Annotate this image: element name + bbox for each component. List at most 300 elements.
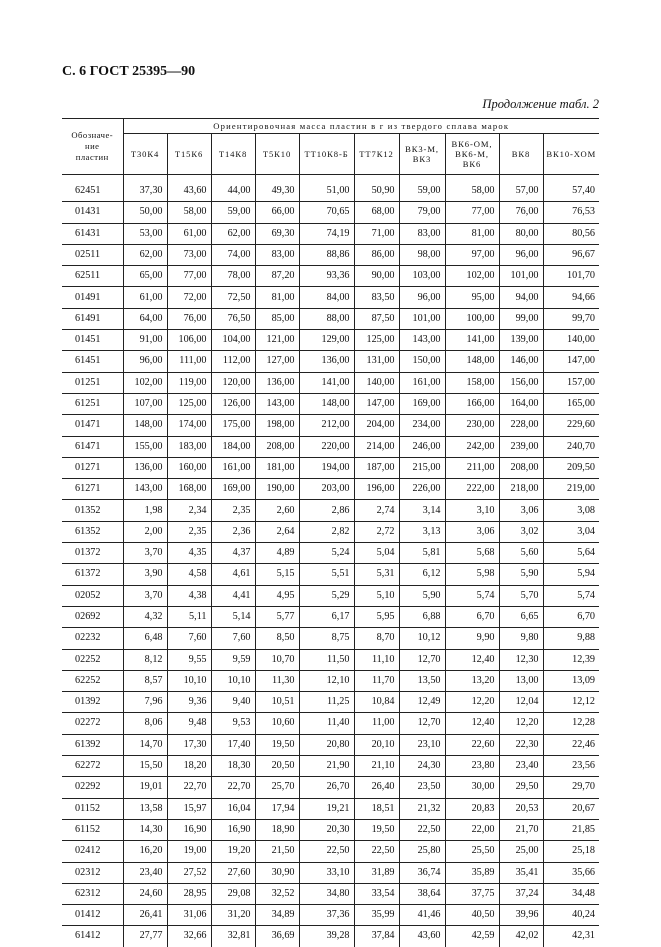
mass-value-cell: 196,00 [354,479,399,500]
mass-value-cell: 107,00 [123,393,167,414]
mass-value-cell: 88,00 [299,308,354,329]
mass-value-cell: 140,00 [354,372,399,393]
mass-value-cell: 16,20 [123,841,167,862]
mass-value-cell: 2,35 [211,500,255,521]
table-row [62,393,599,414]
mass-value-cell: 125,00 [167,393,211,414]
table-row [62,287,599,308]
mass-value-cell: 21,85 [543,819,599,840]
mass-value-cell: 83,50 [354,287,399,308]
mass-value-cell: 15,50 [123,756,167,777]
plate-designation-cell: 01431 [62,202,123,223]
mass-value-cell: 11,30 [255,670,299,691]
mass-value-cell: 22,50 [399,819,445,840]
mass-value-cell: 9,48 [167,713,211,734]
table-row [62,202,599,223]
mass-value-cell: 21,32 [399,798,445,819]
column-header: ВК10-ХОМ [543,134,599,175]
mass-value-cell: 50,00 [123,202,167,223]
mass-value-cell: 34,89 [255,905,299,926]
mass-value-cell: 59,00 [211,202,255,223]
mass-value-cell: 90,00 [354,266,399,287]
mass-value-cell: 65,00 [123,266,167,287]
table-row [62,457,599,478]
mass-value-cell: 21,90 [299,756,354,777]
plate-designation-cell: 61471 [62,436,123,457]
plate-designation-cell: 02692 [62,606,123,627]
table-row [62,883,599,904]
mass-value-cell: 19,01 [123,777,167,798]
mass-value-cell: 32,52 [255,883,299,904]
mass-value-cell: 49,30 [255,181,299,202]
mass-value-cell: 25,00 [499,841,543,862]
plate-designation-cell: 01412 [62,905,123,926]
mass-value-cell: 5,24 [299,543,354,564]
mass-value-cell: 222,00 [445,479,499,500]
mass-value-cell: 27,60 [211,862,255,883]
mass-value-cell: 5,90 [499,564,543,585]
mass-value-cell: 2,34 [167,500,211,521]
column-header: Т5К10 [255,134,299,175]
plate-designation-cell: 01251 [62,372,123,393]
mass-value-cell: 24,60 [123,883,167,904]
table-row [62,905,599,926]
mass-value-cell: 87,20 [255,266,299,287]
mass-value-cell: 6,65 [499,606,543,627]
mass-value-cell: 34,48 [543,883,599,904]
mass-value-cell: 5,60 [499,543,543,564]
mass-value-cell: 83,00 [399,223,445,244]
mass-value-cell: 6,88 [399,606,445,627]
mass-value-cell: 136,00 [299,351,354,372]
plate-designation-cell: 61491 [62,308,123,329]
plate-designation-cell: 01271 [62,457,123,478]
plate-designation-cell: 01352 [62,500,123,521]
table-row [62,713,599,734]
mass-value-cell: 242,00 [445,436,499,457]
mass-value-cell: 14,30 [123,819,167,840]
mass-value-cell: 64,00 [123,308,167,329]
mass-value-cell: 10,12 [399,628,445,649]
mass-value-cell: 12,70 [399,713,445,734]
mass-value-cell: 12,30 [499,649,543,670]
mass-value-cell: 184,00 [211,436,255,457]
mass-value-cell: 5,95 [354,606,399,627]
mass-value-cell: 101,00 [399,308,445,329]
mass-value-cell: 3,06 [445,521,499,542]
mass-value-cell: 70,65 [299,202,354,223]
mass-value-cell: 59,00 [399,181,445,202]
mass-value-cell: 5,11 [167,606,211,627]
mass-value-cell: 2,36 [211,521,255,542]
mass-value-cell: 17,40 [211,734,255,755]
mass-value-cell: 9,90 [445,628,499,649]
mass-value-cell: 10,10 [167,670,211,691]
plate-designation-cell: 02412 [62,841,123,862]
mass-value-cell: 81,00 [255,287,299,308]
mass-value-cell: 26,70 [299,777,354,798]
plate-designation-cell: 02511 [62,244,123,265]
plate-designation-cell: 62272 [62,756,123,777]
mass-value-cell: 13,20 [445,670,499,691]
mass-value-cell: 194,00 [299,457,354,478]
mass-value-cell: 158,00 [445,372,499,393]
table-continuation-label: Продолжение табл. 2 [482,97,599,111]
mass-value-cell: 38,64 [399,883,445,904]
mass-value-cell: 6,12 [399,564,445,585]
mass-value-cell: 5,70 [499,585,543,606]
mass-value-cell: 94,00 [499,287,543,308]
mass-value-cell: 4,58 [167,564,211,585]
mass-value-cell: 9,40 [211,692,255,713]
table-row [62,628,599,649]
mass-value-cell: 13,58 [123,798,167,819]
mass-value-cell: 50,90 [354,181,399,202]
mass-value-cell: 215,00 [399,457,445,478]
mass-value-cell: 12,49 [399,692,445,713]
mass-value-cell: 8,12 [123,649,167,670]
mass-value-cell: 36,69 [255,926,299,947]
mass-value-cell: 168,00 [167,479,211,500]
mass-value-cell: 43,60 [167,181,211,202]
mass-value-cell: 88,86 [299,244,354,265]
plate-designation-cell: 61392 [62,734,123,755]
mass-value-cell: 10,51 [255,692,299,713]
mass-value-cell: 26,41 [123,905,167,926]
mass-value-cell: 29,50 [499,777,543,798]
mass-value-cell: 26,40 [354,777,399,798]
mass-value-cell: 9,88 [543,628,599,649]
mass-value-cell: 2,74 [354,500,399,521]
mass-value-cell: 126,00 [211,393,255,414]
plate-designation-cell: 61412 [62,926,123,947]
mass-value-cell: 8,50 [255,628,299,649]
mass-value-cell: 25,80 [399,841,445,862]
mass-value-cell: 3,13 [399,521,445,542]
table-row [62,649,599,670]
column-header: ТТ7К12 [354,134,399,175]
mass-value-cell: 20,80 [299,734,354,755]
mass-value-cell: 68,00 [354,202,399,223]
mass-value-cell: 23,50 [399,777,445,798]
mass-value-cell: 121,00 [255,330,299,351]
mass-value-cell: 20,67 [543,798,599,819]
mass-value-cell: 2,00 [123,521,167,542]
mass-value-cell: 161,00 [399,372,445,393]
mass-value-cell: 13,09 [543,670,599,691]
plate-designation-cell: 01451 [62,330,123,351]
mass-value-cell: 226,00 [399,479,445,500]
mass-value-cell: 148,00 [299,393,354,414]
mass-value-cell: 9,36 [167,692,211,713]
mass-value-cell: 29,70 [543,777,599,798]
mass-value-cell: 57,00 [499,181,543,202]
mass-value-cell: 125,00 [354,330,399,351]
group-header: Ориентировочная масса пластин в г из твердого сплава марок [123,119,599,134]
table-row [62,819,599,840]
mass-value-cell: 4,32 [123,606,167,627]
mass-value-cell: 187,00 [354,457,399,478]
mass-value-cell: 58,00 [445,181,499,202]
mass-value-cell: 35,99 [354,905,399,926]
mass-value-cell: 23,10 [399,734,445,755]
mass-value-cell: 10,10 [211,670,255,691]
mass-value-cell: 22,50 [299,841,354,862]
mass-value-cell: 76,53 [543,202,599,223]
mass-value-cell: 35,89 [445,862,499,883]
table-row [62,862,599,883]
mass-value-cell: 62,00 [211,223,255,244]
mass-value-cell: 8,57 [123,670,167,691]
mass-value-cell: 218,00 [499,479,543,500]
mass-value-cell: 127,00 [255,351,299,372]
mass-value-cell: 208,00 [255,436,299,457]
mass-value-cell: 12,39 [543,649,599,670]
plate-mass-table [62,118,599,947]
mass-value-cell: 25,18 [543,841,599,862]
mass-value-cell: 22,30 [499,734,543,755]
mass-value-cell: 5,74 [543,585,599,606]
mass-value-cell: 31,06 [167,905,211,926]
mass-value-cell: 96,67 [543,244,599,265]
mass-value-cell: 12,28 [543,713,599,734]
page-header: С. 6 ГОСТ 25395—90 [62,64,196,79]
plate-designation-cell: 62312 [62,883,123,904]
mass-value-cell: 12,40 [445,713,499,734]
table-row [62,181,599,202]
mass-value-cell: 99,00 [499,308,543,329]
mass-value-cell: 7,60 [167,628,211,649]
mass-value-cell: 240,70 [543,436,599,457]
mass-value-cell: 96,00 [123,351,167,372]
mass-value-cell: 37,24 [499,883,543,904]
mass-value-cell: 106,00 [167,330,211,351]
table-row [62,330,599,351]
mass-value-cell: 6,17 [299,606,354,627]
table-row [62,670,599,691]
mass-value-cell: 2,64 [255,521,299,542]
mass-value-cell: 28,95 [167,883,211,904]
mass-value-cell: 212,00 [299,415,354,436]
plate-designation-cell: 62451 [62,181,123,202]
mass-value-cell: 219,00 [543,479,599,500]
mass-value-cell: 19,50 [255,734,299,755]
mass-value-cell: 181,00 [255,457,299,478]
mass-value-cell: 175,00 [211,415,255,436]
column-header: Т14К8 [211,134,255,175]
mass-value-cell: 21,10 [354,756,399,777]
mass-value-cell: 2,86 [299,500,354,521]
mass-value-cell: 10,70 [255,649,299,670]
table-row [62,308,599,329]
mass-value-cell: 39,96 [499,905,543,926]
mass-value-cell: 23,80 [445,756,499,777]
mass-value-cell: 21,70 [499,819,543,840]
mass-value-cell: 3,08 [543,500,599,521]
mass-value-cell: 12,12 [543,692,599,713]
mass-value-cell: 102,00 [123,372,167,393]
mass-value-cell: 12,20 [445,692,499,713]
mass-value-cell: 24,30 [399,756,445,777]
mass-value-cell: 100,00 [445,308,499,329]
mass-value-cell: 230,00 [445,415,499,436]
mass-value-cell: 150,00 [399,351,445,372]
mass-value-cell: 77,00 [445,202,499,223]
mass-value-cell: 129,00 [299,330,354,351]
mass-value-cell: 4,41 [211,585,255,606]
mass-value-cell: 97,00 [445,244,499,265]
table-row [62,244,599,265]
mass-value-cell: 22,46 [543,734,599,755]
table-row [62,372,599,393]
plate-designation-cell: 02272 [62,713,123,734]
mass-value-cell: 12,20 [499,713,543,734]
mass-value-cell: 3,06 [499,500,543,521]
mass-value-cell: 183,00 [167,436,211,457]
mass-value-cell: 4,89 [255,543,299,564]
mass-value-cell: 14,70 [123,734,167,755]
mass-value-cell: 11,00 [354,713,399,734]
mass-value-cell: 3,02 [499,521,543,542]
mass-value-cell: 86,00 [354,244,399,265]
mass-value-cell: 3,04 [543,521,599,542]
mass-value-cell: 5,29 [299,585,354,606]
mass-value-cell: 30,00 [445,777,499,798]
mass-value-cell: 12,10 [299,670,354,691]
mass-value-cell: 18,51 [354,798,399,819]
plate-designation-cell: 61251 [62,393,123,414]
mass-value-cell: 11,50 [299,649,354,670]
mass-value-cell: 99,70 [543,308,599,329]
mass-value-cell: 12,04 [499,692,543,713]
table-row [62,436,599,457]
mass-value-cell: 136,00 [255,372,299,393]
mass-value-cell: 19,20 [211,841,255,862]
mass-value-cell: 81,00 [445,223,499,244]
table-row [62,777,599,798]
mass-value-cell: 25,70 [255,777,299,798]
mass-value-cell: 23,40 [499,756,543,777]
mass-value-cell: 104,00 [211,330,255,351]
table-row [62,415,599,436]
mass-value-cell: 20,53 [499,798,543,819]
mass-value-cell: 161,00 [211,457,255,478]
mass-value-cell: 8,06 [123,713,167,734]
table-row [62,543,599,564]
mass-value-cell: 66,00 [255,202,299,223]
mass-value-cell: 169,00 [211,479,255,500]
mass-value-cell: 57,40 [543,181,599,202]
mass-value-cell: 71,00 [354,223,399,244]
mass-value-cell: 74,19 [299,223,354,244]
table-body [62,175,599,947]
mass-value-cell: 148,00 [123,415,167,436]
column-header: Т15К6 [167,134,211,175]
mass-value-cell: 32,66 [167,926,211,947]
mass-value-cell: 19,50 [354,819,399,840]
mass-value-cell: 143,00 [123,479,167,500]
mass-value-cell: 96,00 [499,244,543,265]
mass-value-cell: 16,90 [167,819,211,840]
mass-value-cell: 27,52 [167,862,211,883]
mass-value-cell: 5,90 [399,585,445,606]
mass-value-cell: 3,70 [123,585,167,606]
mass-value-cell: 3,10 [445,500,499,521]
mass-value-cell: 37,30 [123,181,167,202]
mass-value-cell: 79,00 [399,202,445,223]
mass-value-cell: 80,56 [543,223,599,244]
mass-value-cell: 87,50 [354,308,399,329]
mass-value-cell: 40,50 [445,905,499,926]
mass-value-cell: 21,50 [255,841,299,862]
mass-value-cell: 32,81 [211,926,255,947]
mass-value-cell: 8,75 [299,628,354,649]
table-row [62,798,599,819]
mass-value-cell: 76,00 [499,202,543,223]
mass-value-cell: 229,60 [543,415,599,436]
mass-value-cell: 22,70 [211,777,255,798]
plate-designation-cell: 62252 [62,670,123,691]
mass-value-cell: 5,68 [445,543,499,564]
mass-value-cell: 93,36 [299,266,354,287]
mass-value-cell: 22,50 [354,841,399,862]
plate-designation-cell: 02312 [62,862,123,883]
mass-value-cell: 208,00 [499,457,543,478]
table-row [62,351,599,372]
plate-designation-cell: 02252 [62,649,123,670]
mass-value-cell: 5,31 [354,564,399,585]
mass-value-cell: 72,00 [167,287,211,308]
mass-value-cell: 73,00 [167,244,211,265]
mass-value-cell: 103,00 [399,266,445,287]
plate-designation-cell: 02232 [62,628,123,649]
table-row [62,585,599,606]
plate-designation-cell: 02292 [62,777,123,798]
mass-value-cell: 5,94 [543,564,599,585]
mass-value-cell: 11,25 [299,692,354,713]
mass-value-cell: 23,40 [123,862,167,883]
mass-value-cell: 9,55 [167,649,211,670]
mass-value-cell: 174,00 [167,415,211,436]
mass-value-cell: 18,30 [211,756,255,777]
plate-designation-cell: 61152 [62,819,123,840]
mass-value-cell: 203,00 [299,479,354,500]
mass-value-cell: 30,90 [255,862,299,883]
mass-value-cell: 16,90 [211,819,255,840]
table-row [62,606,599,627]
column-header: Т30К4 [123,134,167,175]
mass-value-cell: 1,98 [123,500,167,521]
table-row [62,564,599,585]
column-header: ТТ10К8-Б [299,134,354,175]
table-row [62,223,599,244]
mass-value-cell: 61,00 [167,223,211,244]
mass-value-cell: 40,24 [543,905,599,926]
mass-value-cell: 131,00 [354,351,399,372]
mass-value-cell: 58,00 [167,202,211,223]
mass-value-cell: 4,38 [167,585,211,606]
mass-value-cell: 6,70 [445,606,499,627]
mass-value-cell: 2,82 [299,521,354,542]
mass-value-cell: 77,00 [167,266,211,287]
mass-value-cell: 8,70 [354,628,399,649]
mass-value-cell: 34,80 [299,883,354,904]
mass-value-cell: 5,15 [255,564,299,585]
mass-value-cell: 204,00 [354,415,399,436]
mass-value-cell: 5,81 [399,543,445,564]
mass-value-cell: 27,77 [123,926,167,947]
designation-column-header: Обозначе- ние пластин [62,119,123,175]
